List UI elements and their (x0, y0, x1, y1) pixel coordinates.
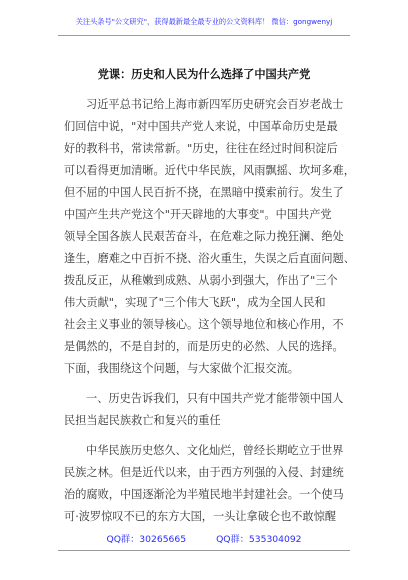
qq-group-1: QQ群：30265665 (106, 534, 187, 545)
body-line: 但不屈的中国人民百折不挠，在黑暗中摸索前行。发生了 (64, 186, 344, 199)
body-line: 可以看得更加清晰。近代中华民族，风雨飘摇、坎坷多难， (64, 164, 355, 177)
body-line: 下面，我围绕这个问题，与大家做个汇报交流。 (64, 362, 299, 375)
body-line: 治的腐败，中国逐渐沦为半殖民地半封建社会。一个使马 (64, 488, 344, 501)
footer-divider (58, 550, 350, 551)
body-line: 可·波罗惊叹不已的东方大国，一头让拿破仑也不敢惊醒 (64, 510, 337, 523)
body-line: 中国产生共产党这个"开天辟地的大事变"。中国共产党 (64, 208, 332, 221)
qq-group-2: QQ群：535304092 (216, 534, 302, 545)
header-divider (58, 35, 350, 36)
header-banner: 关注头条号"公文研究"，获得最新最全最专业的公文资料库！ 微信：gongwenyj (75, 17, 333, 26)
body-line: 习近平总书记给上海市新四军历史研究会百岁老战士 (86, 98, 344, 111)
body-line: 中华民族历史悠久、文化灿烂，曾经长期屹立于世界 (86, 444, 344, 457)
body-line: 好的教科书，常读常新。"历史，往往在经过时间积淀后 (64, 142, 338, 155)
heading-line: 民担当起民族救亡和复兴的重任 (64, 414, 221, 427)
body-line: 们回信中说，"对中国共产党人来说，中国革命历史是最 (64, 120, 338, 133)
body-line: 伟大贡献"，实现了"三个伟大飞跃"，成为全国人民和 (64, 296, 326, 309)
body-line: 领导全国各族人民艰苦奋斗，在危难之际力挽狂澜、绝处 (64, 230, 344, 243)
body-line: 拨乱反正，从稚嫩到成熟、从弱小到强大，作出了"三个 (64, 274, 338, 287)
footer-contact (0, 533, 408, 547)
document-title: 党课：历史和人民为什么选择了中国共产党 (97, 67, 311, 81)
body-line: 是偶然的，不是自封的，而是历史的必然、人民的选择。 (64, 340, 344, 353)
body-line: 逢生，磨难之中百折不挠、浴火重生，失误之后直面问题、 (64, 252, 355, 265)
body-line: 社会主义事业的领导核心。这个领导地位和核心作用，不 (64, 318, 344, 331)
heading-line: 一、历史告诉我们，只有中国共产党才能带领中国人 (86, 392, 344, 405)
body-line: 民族之林。但是近代以来，由于西方列强的入侵、封建统 (64, 466, 344, 479)
